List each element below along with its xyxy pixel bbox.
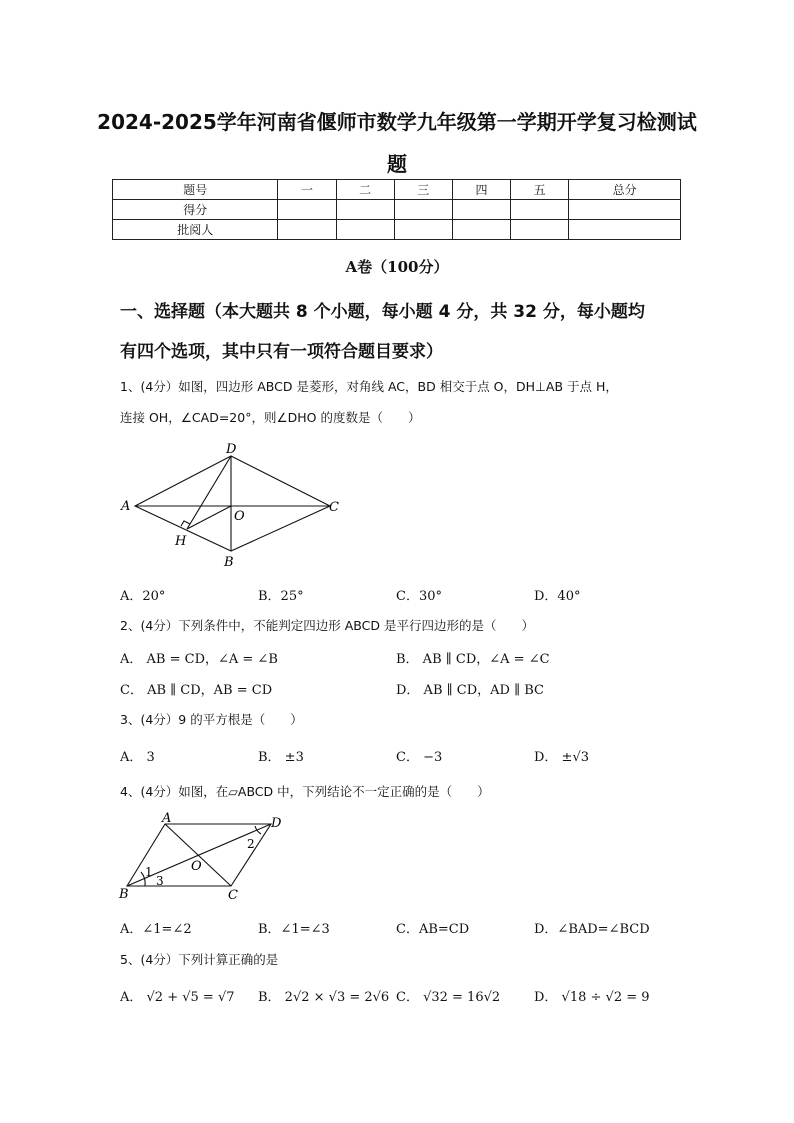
score-cell [511, 200, 569, 220]
section1-heading-line1: 一、选择题（本大题共 8 个小题，每小题 4 分，共 32 分，每小题均 [120, 302, 645, 322]
q1-label-b: B [224, 555, 234, 570]
q1-rhombus-figure [115, 440, 350, 572]
q5-stem: 5、(4分）下列计算正确的是 [120, 952, 279, 967]
exam-title-line1: 2024-2025学年河南省偃师市数学九年级第一学期开学复习检测试 [97, 110, 697, 134]
q3-option-c[interactable]: C． −3 [396, 750, 443, 765]
q1-option-c[interactable]: C．30° [396, 589, 442, 604]
q4-label-o: O [191, 859, 202, 874]
score-cell [394, 200, 452, 220]
q1-option-d[interactable]: D．40° [534, 589, 581, 604]
score-row-label: 得分 [113, 200, 278, 220]
q4-angle-label-1: 1 [145, 865, 153, 879]
q2-stem: 2、(4分）下列条件中，不能判定四边形 ABCD 是平行四边形的是（ ） [120, 618, 534, 633]
q3-option-a[interactable]: A． 3 [120, 750, 155, 765]
q4-angle-label-2: 2 [247, 837, 255, 851]
q4-angle-label-3: 3 [156, 874, 164, 888]
q5-option-b[interactable]: B． 2√2 × √3 = 2√6 [258, 990, 390, 1005]
score-header-cell: 五 [511, 180, 569, 200]
q4-label-c: C [228, 888, 238, 902]
score-header-cell: 一 [278, 180, 336, 200]
score-header-cell: 题号 [113, 180, 278, 200]
q4-label-d: D [271, 816, 282, 831]
q4-option-d[interactable]: D．∠BAD=∠BCD [534, 922, 650, 937]
q1-label-d: D [226, 442, 237, 457]
q4-option-c[interactable]: C．AB=CD [396, 922, 470, 937]
exam-title-line2: 题 [387, 152, 407, 176]
q1-option-b[interactable]: B．25° [258, 589, 304, 604]
q3-stem: 3、(4分）9 的平方根是（ ） [120, 712, 303, 727]
volume-label: A卷（100分） [345, 258, 449, 276]
score-table-row [113, 200, 681, 220]
score-header-cell: 二 [336, 180, 394, 200]
score-header-cell: 四 [452, 180, 510, 200]
section1-heading-line2: 有四个选项，其中只有一项符合题目要求） [120, 342, 443, 362]
score-header-cell: 三 [394, 180, 452, 200]
q4-label-a: A [162, 811, 172, 826]
q1-stem-line1: 1、(4分）如图，四边形 ABCD 是菱形，对角线 AC，BD 相交于点 O，DH⊥AB 于点 H， [120, 379, 618, 394]
score-table-row [113, 220, 681, 240]
score-cell [569, 220, 681, 240]
score-cell [394, 220, 452, 240]
q3-option-b[interactable]: B． ±3 [258, 750, 304, 765]
rhombus-outline [135, 456, 330, 551]
score-header-cell: 总分 [569, 180, 681, 200]
q1-option-a[interactable]: A．20° [120, 589, 166, 604]
q4-option-a[interactable]: A．∠1=∠2 [120, 922, 192, 937]
q4-option-b[interactable]: B．∠1=∠3 [258, 922, 330, 937]
score-cell [278, 200, 336, 220]
score-row-label: 批阅人 [113, 220, 278, 240]
q4-label-b: B [119, 887, 129, 902]
q5-option-d[interactable]: D． √18 ÷ √2 = 9 [534, 990, 650, 1005]
q1-label-o: O [234, 509, 245, 524]
q1-stem-line2: 连接 OH，∠CAD=20°，则∠DHO 的度数是（ ） [120, 410, 421, 425]
q4-stem: 4、(4分）如图，在▱ABCD 中，下列结论不一定正确的是（ ） [120, 784, 490, 799]
score-table-header-row [113, 180, 681, 200]
q1-label-c: C [329, 500, 339, 515]
q2-option-c[interactable]: C． AB ∥ CD，AB = CD [120, 683, 273, 698]
score-cell [569, 200, 681, 220]
q5-option-a[interactable]: A． √2 + √5 = √7 [120, 990, 235, 1005]
score-table [112, 179, 681, 240]
q5-option-c[interactable]: C． √32 = 16√2 [396, 990, 501, 1005]
q2-option-d[interactable]: D． AB ∥ CD，AD ∥ BC [396, 683, 544, 698]
score-cell [452, 220, 510, 240]
q3-option-d[interactable]: D． ±√3 [534, 750, 590, 765]
score-cell [336, 200, 394, 220]
score-cell [278, 220, 336, 240]
score-cell [336, 220, 394, 240]
q1-label-a: A [121, 499, 131, 514]
q4-parallelogram-figure [115, 810, 295, 902]
score-cell [452, 200, 510, 220]
q1-label-h: H [175, 534, 187, 549]
q2-option-a[interactable]: A． AB = CD，∠A = ∠B [120, 652, 278, 667]
q2-option-b[interactable]: B． AB ∥ CD，∠A = ∠C [396, 652, 550, 667]
score-cell [511, 220, 569, 240]
